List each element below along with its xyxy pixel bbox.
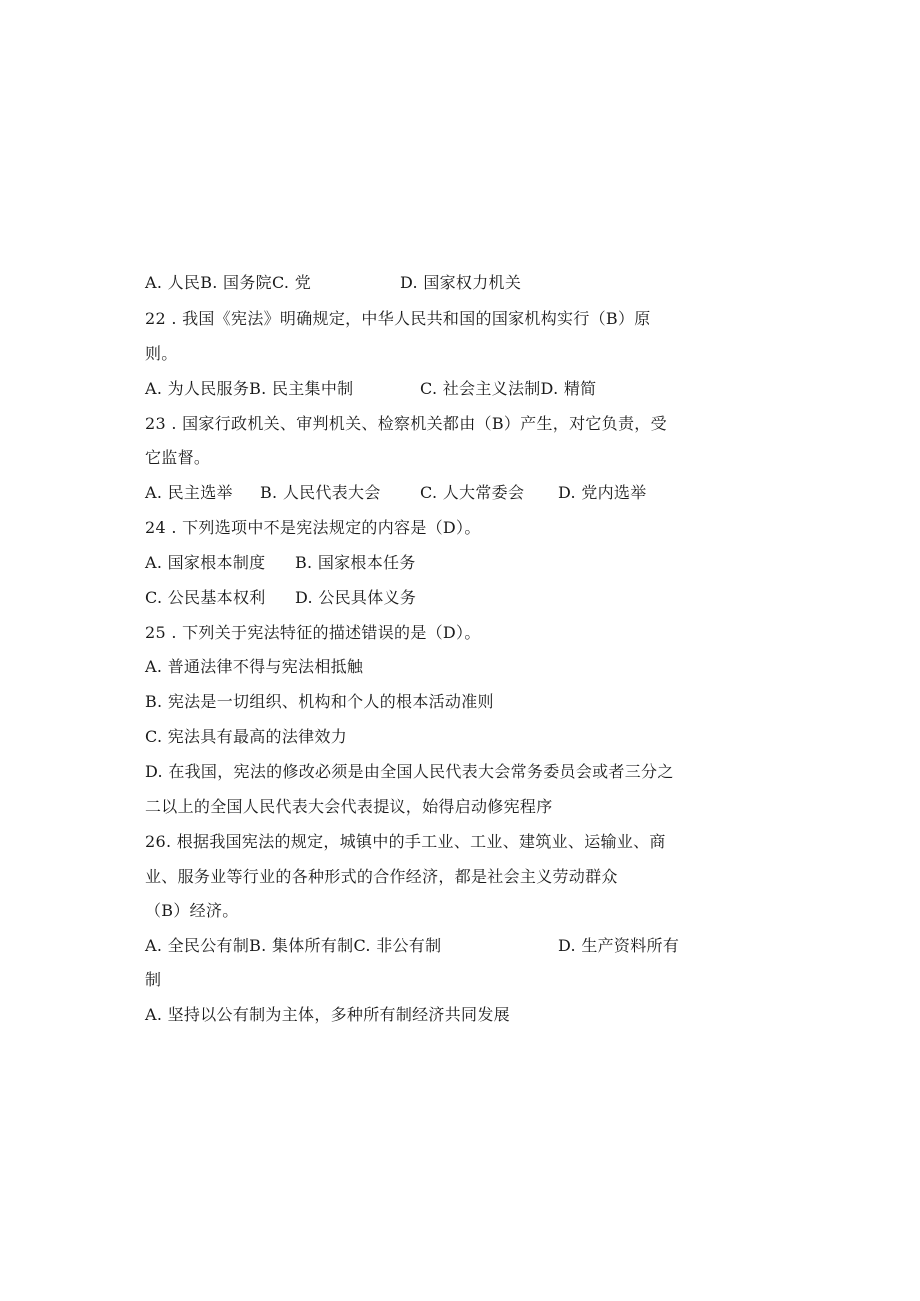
q25-option-b: B. 宪法是一切组织、机构和个人的根本活动准则 [145, 692, 494, 711]
q22-stem-line2: 则。 [145, 344, 178, 363]
q26-options-line2: 制 [145, 970, 162, 989]
q25-option-c: C. 宪法具有最高的法律效力 [145, 727, 348, 746]
q27-option-a: A. 坚持以公有制为主体，多种所有制经济共同发展 [145, 1005, 510, 1024]
q25-stem: 25 . 下列关于宪法特征的描述错误的是（D）。 [145, 623, 481, 642]
q23-stem-line2: 它监督。 [145, 448, 211, 467]
q26-stem-line2: 业、服务业等行业的各种形式的合作经济，都是社会主义劳动群众 [145, 867, 618, 886]
q23-stem-line1: 23 . 国家行政机关、审判机关、检察机关都由（B）产生，对它负责，受 [145, 414, 667, 433]
q26-options-abc: A. 全民公有制B. 集体所有制C. 非公有制 [145, 936, 442, 955]
q25-option-a: A. 普通法律不得与宪法相抵触 [145, 657, 364, 676]
q25-option-d-line1: D. 在我国，宪法的修改必须是由全国人民代表大会常务委员会或者三分之 [145, 762, 674, 781]
q23-option-d: D. 党内选举 [558, 483, 647, 502]
q23-option-b: B. 人民代表大会 [260, 483, 381, 502]
q26-stem-line3: （B）经济。 [145, 901, 239, 920]
q21-option-d: D. 国家权力机关 [400, 273, 522, 292]
q24-option-c: C. 公民基本权利 [145, 588, 266, 607]
q26-option-d: D. 生产资料所有 [558, 936, 680, 955]
q22-options-cd: C. 社会主义法制D. 精简 [420, 379, 597, 398]
q24-option-a: A. 国家根本制度 [145, 553, 266, 572]
q22-options-ab: A. 为人民服务B. 民主集中制 [145, 379, 354, 398]
q22-stem-line1: 22 . 我国《宪法》明确规定，中华人民共和国的国家机构实行（B）原 [145, 309, 651, 328]
q25-option-d-line2: 二以上的全国人民代表大会代表提议，始得启动修宪程序 [145, 797, 553, 816]
q24-option-b: B. 国家根本任务 [295, 553, 416, 572]
q24-option-d: D. 公民具体义务 [295, 588, 417, 607]
q26-stem-line1: 26. 根据我国宪法的规定，城镇中的手工业、工业、建筑业、运输业、商 [145, 832, 666, 851]
q23-option-a: A. 民主选举 [145, 483, 233, 502]
q23-option-c: C. 人大常委会 [420, 483, 525, 502]
q24-stem: 24 . 下列选项中不是宪法规定的内容是（D）。 [145, 518, 481, 537]
q21-options-abc: A. 人民B. 国务院C. 党 [145, 273, 311, 292]
